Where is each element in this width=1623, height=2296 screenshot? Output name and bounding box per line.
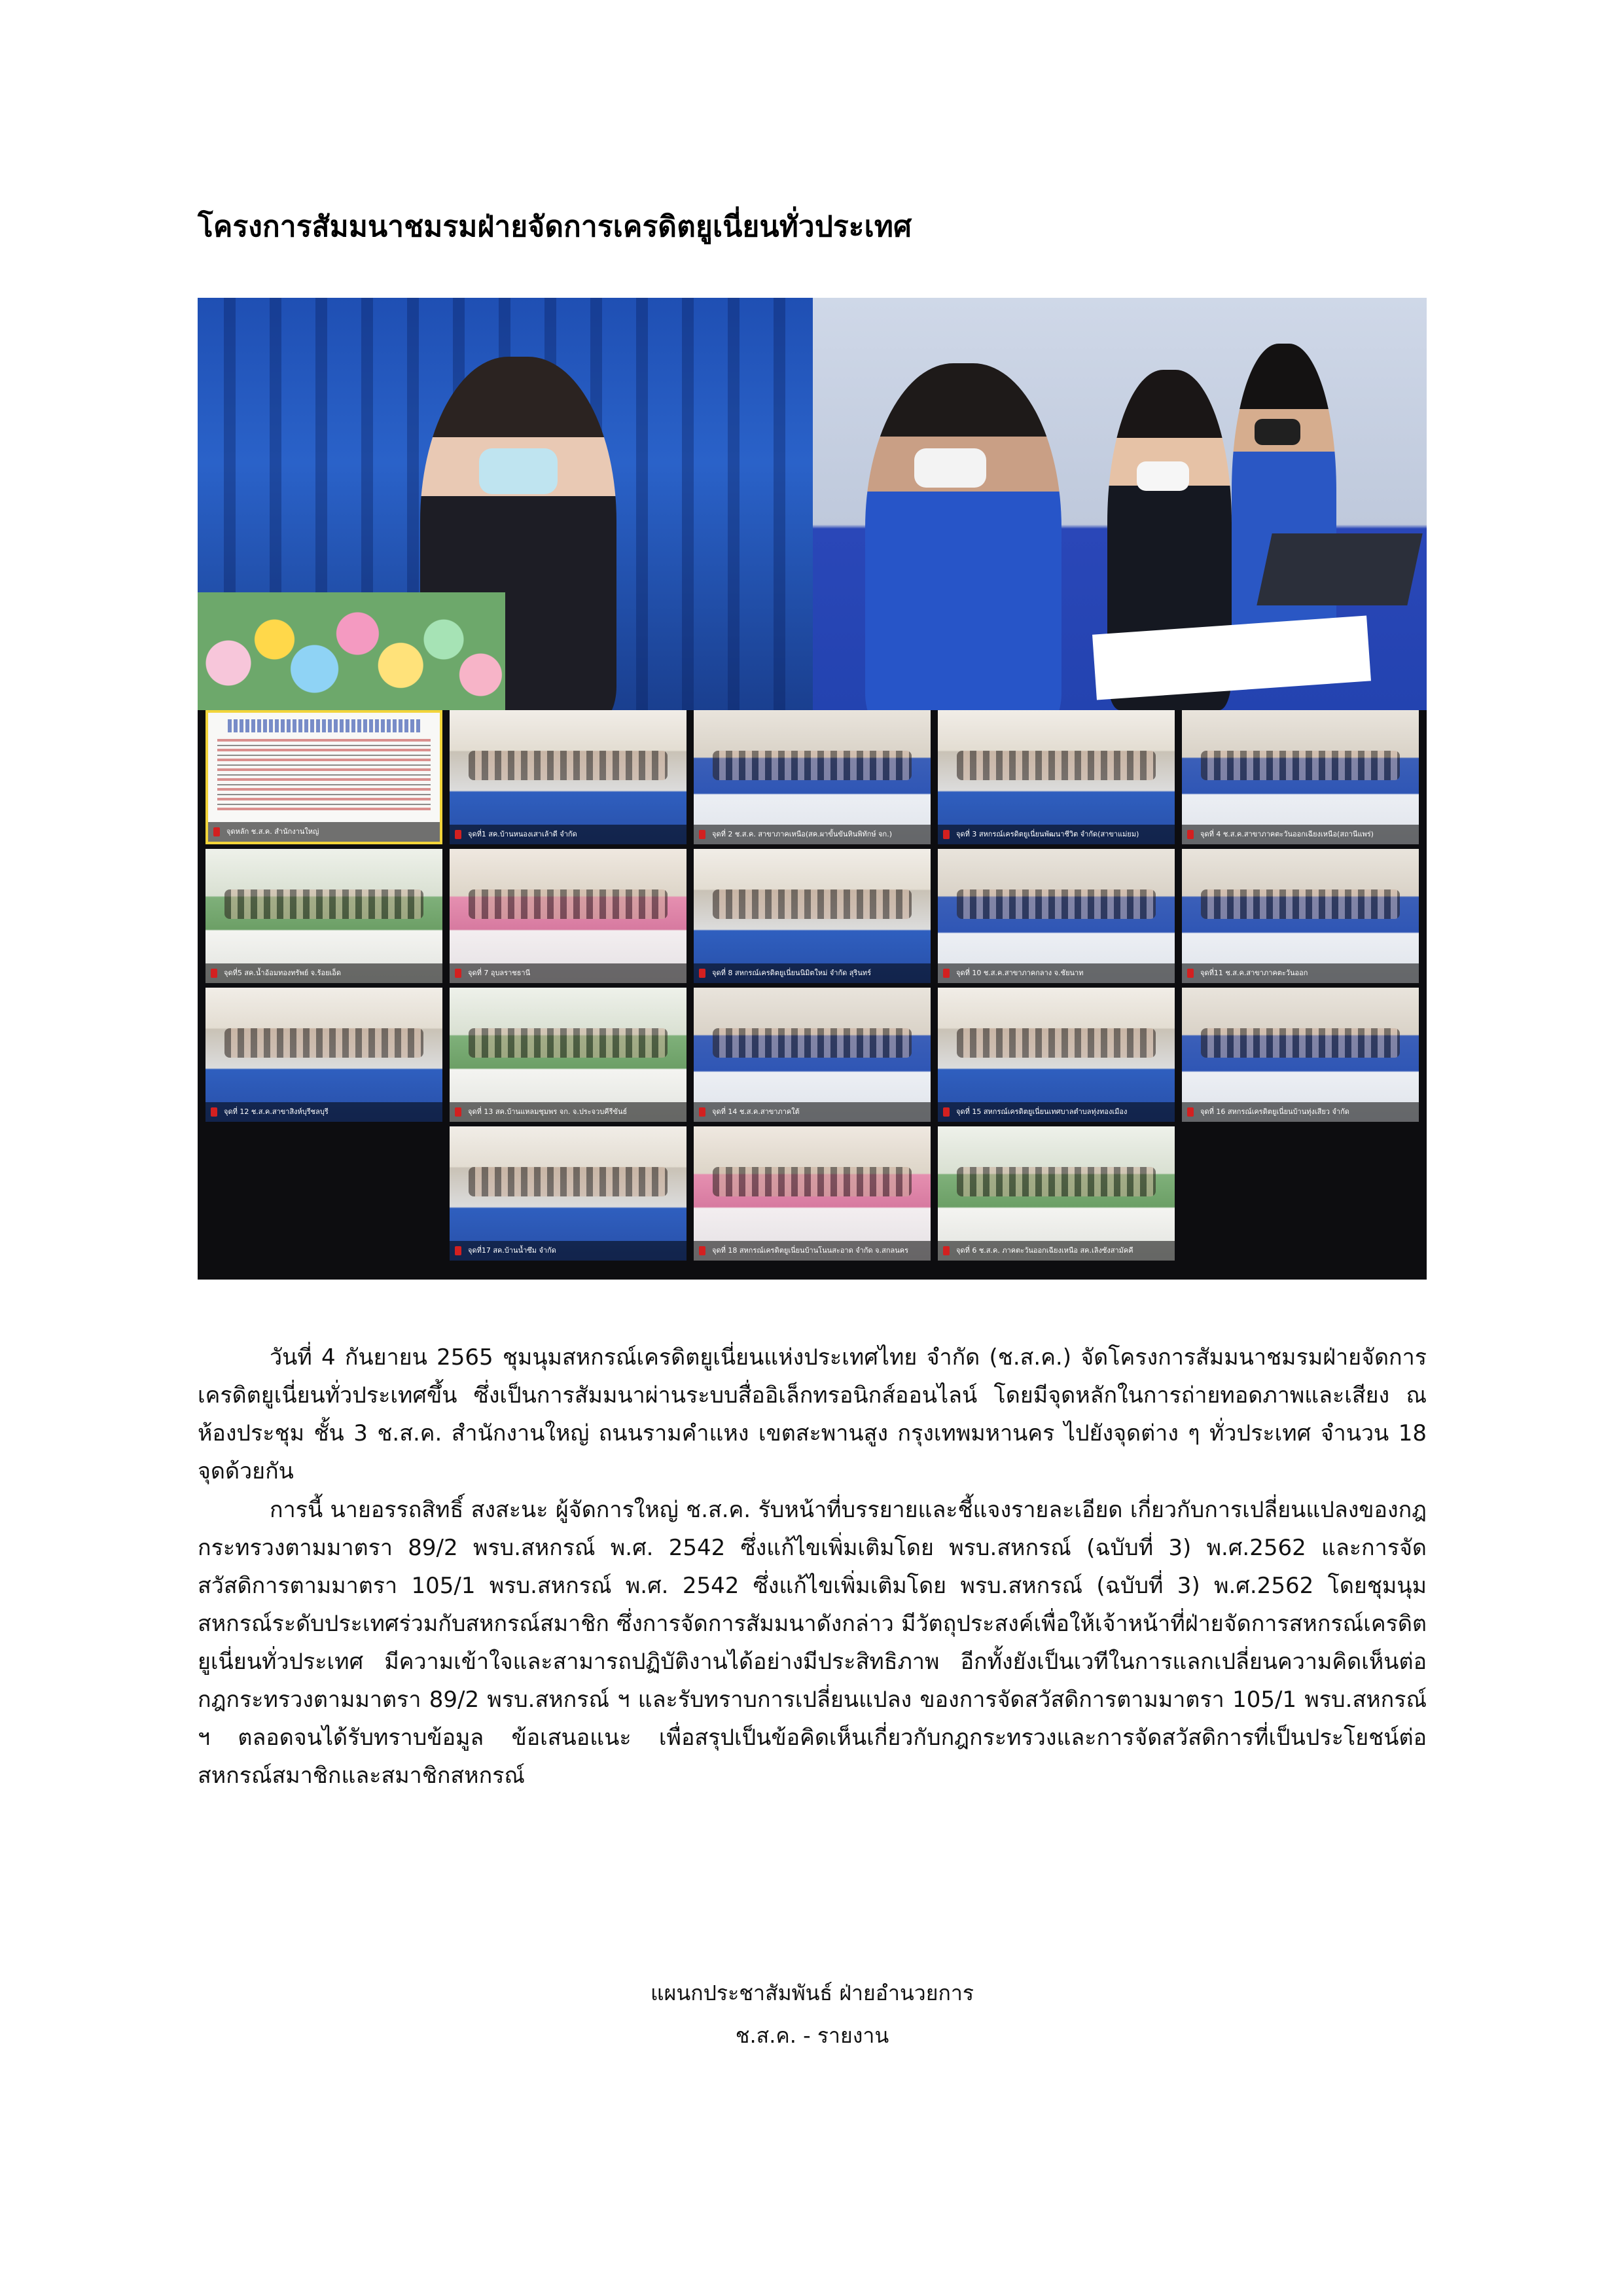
footer-reporter: ช.ส.ค. - รายงาน — [735, 2023, 889, 2048]
tile-caption: จุดหลัก ช.ส.ค. สำนักงานใหญ่ — [208, 822, 440, 842]
tile-caption: จุดที่ 15 สหกรณ์เครดิตยูเนี่ยนเทศบาลตำบลทุ่งทองเมือง — [938, 1102, 1175, 1122]
tile-caption: จุดที่ 4 ช.ส.ค.สาขาภาคตะวันออกเฉียงเหนือ(สถานีแพร่) — [1182, 825, 1419, 844]
video-tile — [938, 849, 1175, 983]
tile-caption: จุดที่ 3 สหกรณ์เครดิตยูเนี่ยนพัฒนาชีวิต จำกัด(สาขาแม่ยม) — [938, 825, 1175, 844]
video-tile — [1182, 988, 1419, 1122]
video-tile — [450, 849, 687, 983]
video-tile — [694, 988, 931, 1122]
tile-caption: จุดที่ 13 สค.บ้านแหลมชุมพร จก. จ.ประจวบคีรีขันธ์ — [450, 1102, 687, 1122]
video-tile — [694, 710, 931, 844]
tile-caption: จุดที่ 12 ช.ส.ค.สาขาสิงห์บุรีชลบุรี — [205, 1102, 442, 1122]
tile-caption: จุดที่17 สค.บ้านน้ำซึม จำกัด — [450, 1241, 687, 1261]
staff-photo — [813, 298, 1427, 710]
video-tile — [205, 988, 442, 1122]
tile-caption: จุดที่1 สค.บ้านหนองเสาเล้าดี จำกัด — [450, 825, 687, 844]
video-tile — [450, 710, 687, 844]
seminar-photo-collage — [198, 298, 1427, 1280]
paragraph-event-details: การนี้ นายอรรถสิทธิ์ สงสะนะ ผู้จัดการใหญ่ ช.ส.ค. รับหน้าที่บรรยายและชี้แจงรายละเอียด เกี่ยวกับการเปลี่ยนแปลงของกฎกระทรวงตามมาตรา 89/2 พรบ.สหกรณ์ พ.ศ. 2542 ซึ่งแก้ไขเพิ่มเติมโดย พรบ.สหกรณ์ (ฉบับที่ 3) พ.ศ.2562 และการจัดสวัสดิการตามมาตรา 105/1 พรบ.สหกรณ์ พ.ศ. 2542 ซึ่งแก้ไขเพิ่มเติมโดย พรบ.สหกรณ์ (ฉบับที่ 3) พ.ศ.2562 โดยชุมนุมสหกรณ์ระดับประเทศร่วมกับสหกรณ์สมาชิก ซึ่งการจัดการสัมมนาดังกล่าว มีวัตถุประสงค์เพื่อให้เจ้าหน้าที่ฝ่ายจัดการสหกรณ์เครดิตยูเนี่ยนทั่วประเทศ มีความเข้าใจและสามารถปฏิบัติงานได้อย่างมีประสิทธิภาพ อีกทั้งยังเป็นเวทีในการแลกเปลี่ยนความคิดเห็นต่อกฎกระทรวงตามมาตรา 89/2 พรบ.สหกรณ์ ฯ และรับทราบการเปลี่ยนแปลง ของการจัดสวัสดิการตามมาตรา 105/1 พรบ.สหกรณ์ ฯ ตลอดจนได้รับทราบข้อมูล ข้อเสนอแนะ เพื่อสรุปเป็นข้อคิดเห็นเกี่ยวกับกฎกระทรวงและการจัดสวัสดิการที่เป็นประโยชน์ต่อสหกรณ์สมาชิกและสมาชิกสหกรณ์ — [198, 1497, 1427, 1789]
video-tile — [694, 849, 931, 983]
paragraph-event-summary: วันที่ 4 กันยายน 2565 ชุมนุมสหกรณ์เครดิตยูเนี่ยนแห่งประเทศไทย จำกัด (ช.ส.ค.) จัดโครงการสัมมนาชมรมฝ่ายจัดการเครดิตยูเนี่ยนทั่วประเทศขึ้น ซึ่งเป็นการสัมมนาผ่านระบบสื่ออิเล็กทรอนิกส์ออนไลน์ โดยมีจุดหลักในการถ่ายทอดภาพและเสียง ณ ห้องประชุม ชั้น 3 ช.ส.ค. สำนักงานใหญ่ ถนนรามคำแหง เขตสะพานสูง กรุงเทพมหานคร ไปยังจุดต่าง ๆ ทั่วประเทศ จำนวน 18 จุดด้วยกัน — [198, 1344, 1427, 1484]
video-tile — [450, 988, 687, 1122]
tile-caption: จุดที่ 14 ช.ส.ค.สาขาภาคใต้ — [694, 1102, 931, 1122]
video-tile — [938, 710, 1175, 844]
tile-caption: จุดที่ 16 สหกรณ์เครดิตยูเนี่ยนบ้านทุ่งเสียว จำกัด — [1182, 1102, 1419, 1122]
tile-caption: จุดที่ 8 สหกรณ์เครดิตยูเนี่ยนนิมิตใหม่ จำกัด สุรินทร์ — [694, 963, 931, 983]
video-tile — [450, 1126, 687, 1261]
tile-caption: จุดที่ 2 ช.ส.ค. สาขาภาคเหนือ(สค.ผาขั้นขันหินพิทักษ์ จก.) — [694, 825, 931, 844]
tile-caption: จุดที่ 18 สหกรณ์เครดิตยูเนี่ยนบ้านโนนสะอาด จำกัด จ.สกลนคร — [694, 1241, 931, 1261]
video-tile — [205, 710, 442, 844]
participant-video-grid — [205, 710, 1419, 1273]
video-tile — [938, 988, 1175, 1122]
tile-caption: จุดที่ 7 อุบลราชธานี — [450, 963, 687, 983]
video-tile — [1182, 710, 1419, 844]
tile-caption: จุดที่ 6 ช.ส.ค. ภาคตะวันออกเฉียงเหนือ สค.เลิงซังสามัคคี — [938, 1241, 1175, 1261]
document-title: โครงการสัมมนาชมรมฝ่ายจัดการเครดิตยูเนี่ยนทั่วประเทศ — [198, 210, 912, 244]
tile-caption: จุดที่5 สค.น้ำอ้อมทองทรัพย์ จ.ร้อยเอ็ด — [205, 963, 442, 983]
video-tile — [205, 849, 442, 983]
tile-caption: จุดที่ 10 ช.ส.ค.สาขาภาคกลาง จ.ชัยนาท — [938, 963, 1175, 983]
tile-caption: จุดที่11 ช.ส.ค.สาขาภาคตะวันออก — [1182, 963, 1419, 983]
main-speaker-photo — [198, 298, 813, 710]
video-tile — [938, 1126, 1175, 1261]
flower-arrangement — [198, 592, 505, 710]
video-tile — [694, 1126, 931, 1261]
video-tile — [1182, 849, 1419, 983]
footer-department: แผนกประชาสัมพันธ์ ฝ่ายอำนวยการ — [650, 1981, 974, 2005]
